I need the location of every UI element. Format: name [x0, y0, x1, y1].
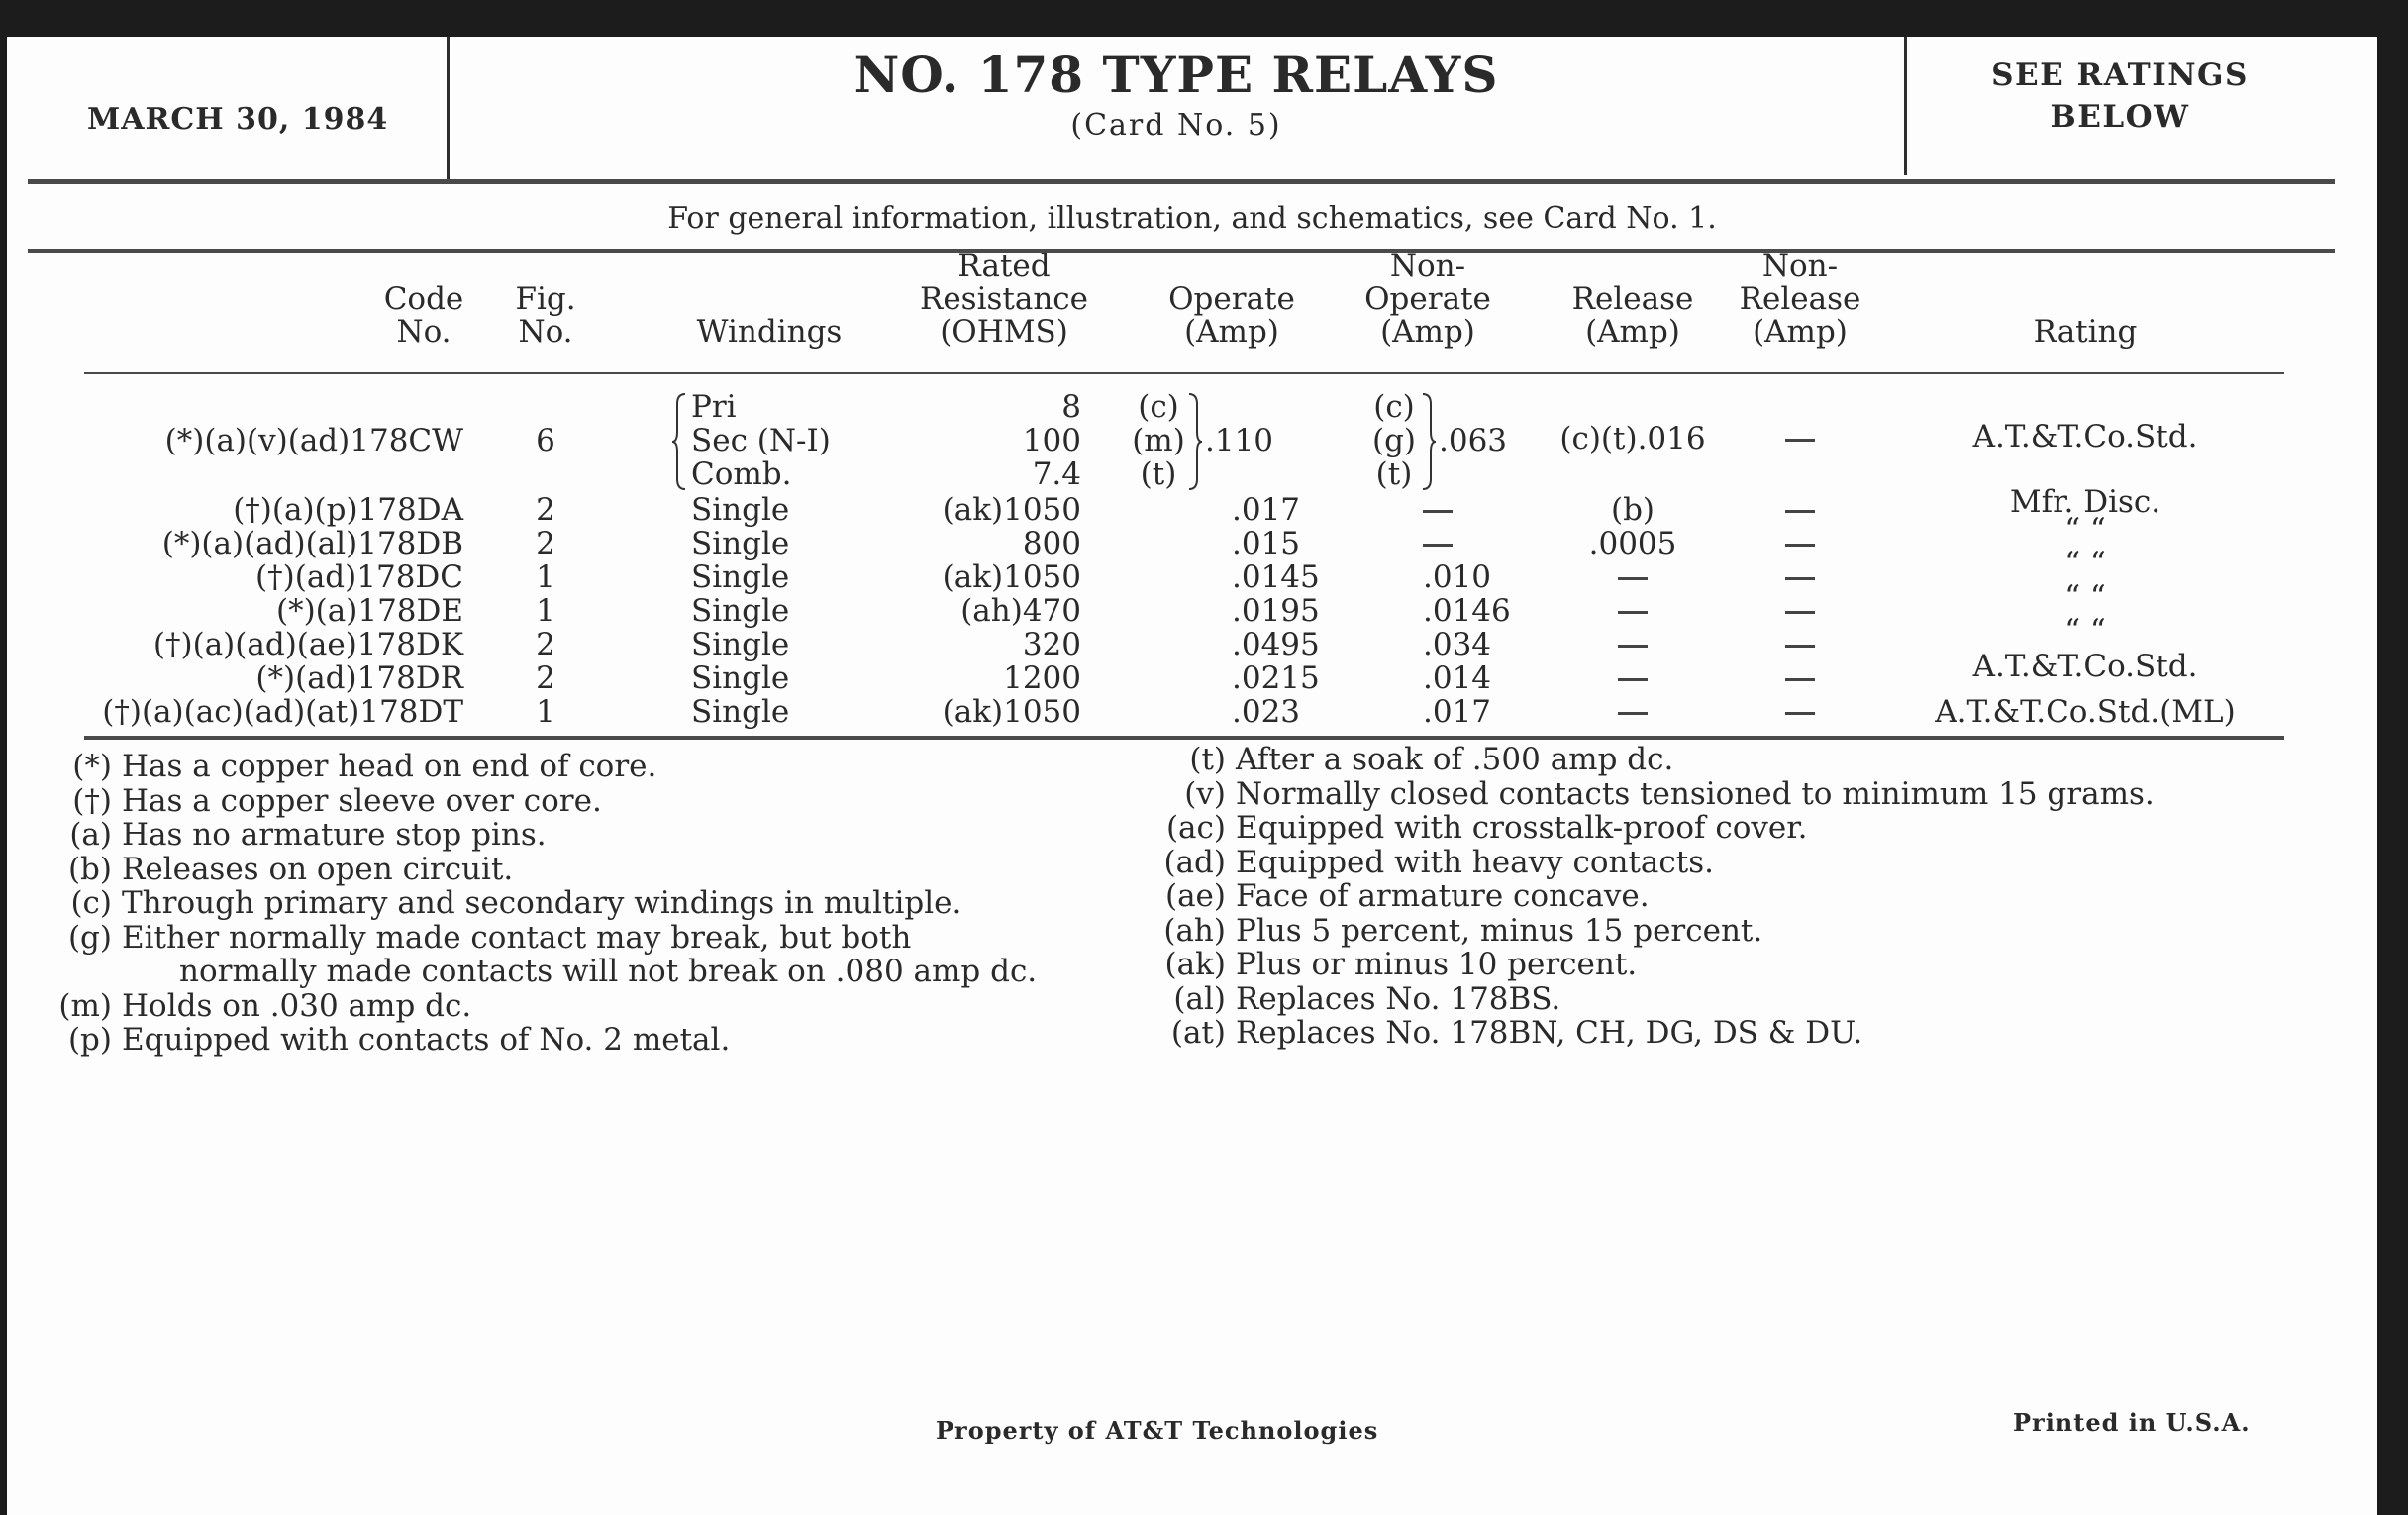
footnote-key: (ac)	[1165, 810, 1226, 846]
column-header-code: No.	[396, 314, 452, 350]
relay-data-card	[7, 37, 2377, 1515]
cell-windings: Sec (N-I)	[691, 423, 831, 458]
column-header-rating: Rating	[2033, 314, 2138, 350]
cell-windings: Single	[691, 492, 790, 528]
cell-code: (†)(a)(ac)(ad)(at)178DT	[102, 694, 463, 730]
footnote-item	[29, 989, 471, 1024]
footnote-key: (b)	[67, 851, 112, 887]
column-header-non-operate: (Amp)	[1380, 314, 1475, 350]
cell-code: (†)(a)(p)178DA	[233, 492, 463, 528]
info-rule	[28, 249, 2335, 252]
cell-non-operate: .014	[1423, 660, 1492, 696]
ratings-note-line1: SEE RATINGS	[1991, 57, 2249, 93]
dash-icon	[1785, 577, 1815, 580]
footnote-key: (g)	[67, 919, 112, 956]
footnote-item	[29, 921, 911, 956]
dash-icon	[1785, 678, 1815, 681]
footnote-text: Plus or minus 10 percent.	[1236, 947, 1638, 982]
footnote-key: (at)	[1170, 1015, 1226, 1051]
footnote-text: Equipped with heavy contacts.	[1236, 844, 1714, 880]
cell-rating: “ “	[2064, 512, 2106, 548]
footnote-item	[29, 750, 656, 784]
dash-icon	[1785, 611, 1815, 614]
column-header-resistance: (OHMS)	[940, 314, 1068, 350]
cell-resistance: 320	[1022, 627, 1081, 662]
footnote-item	[1136, 982, 1560, 1017]
cell-fig: 1	[536, 559, 555, 595]
footnote-key: (ak)	[1164, 947, 1226, 982]
column-header-operate: (Amp)	[1184, 314, 1279, 350]
cell-fig: 2	[536, 660, 555, 696]
cell-windings: Single	[691, 694, 790, 730]
cell-fig: 1	[536, 694, 555, 730]
column-header-release: (Amp)	[1585, 314, 1680, 350]
footnote-item	[1136, 811, 1808, 846]
footnote-key: (ae)	[1164, 878, 1226, 914]
cell-release: .0005	[1588, 526, 1677, 561]
footnote-item	[29, 853, 513, 887]
cell-operate: .015	[1232, 526, 1301, 561]
footnote-text: Has no armature stop pins.	[122, 817, 547, 853]
table-header-rule	[84, 372, 2284, 374]
title-block	[449, 45, 1904, 146]
footnote-text: Holds on .030 amp dc.	[122, 987, 472, 1024]
footnote-key: (ad)	[1163, 844, 1226, 880]
cell-windings: Single	[691, 559, 790, 595]
column-header-operate: Operate	[1168, 281, 1295, 317]
footnote-item	[29, 784, 602, 819]
cell-code: (*)(ad)178DR	[255, 660, 463, 696]
card-number: (Card No. 5)	[1070, 108, 1282, 143]
dash-icon	[1785, 439, 1815, 442]
cell-resistance: 7.4	[1032, 456, 1081, 492]
footnote-item	[1136, 777, 2155, 812]
footnote-text: Releases on open circuit.	[122, 851, 514, 887]
footnote-key: (ah)	[1163, 912, 1226, 949]
dash-icon	[1785, 645, 1815, 648]
cell-non-operate: .010	[1423, 559, 1492, 595]
operate-note: (c)	[1138, 389, 1179, 425]
cell-fig: 2	[536, 526, 555, 561]
cell-operate: .0215	[1232, 660, 1320, 696]
cell-windings: Single	[691, 593, 790, 629]
cell-code: (*)(a)(ad)(al)178DB	[161, 526, 463, 561]
printed-in-notice: Printed in U.S.A.	[2013, 1408, 2251, 1437]
footnote-item	[29, 818, 547, 853]
cell-code: (†)(ad)178DC	[255, 559, 463, 595]
column-header-non-release: (Amp)	[1753, 314, 1848, 350]
general-info-note: For general information, illustration, and schematics, see Card No. 1.	[667, 201, 1717, 236]
cell-windings: Pri	[691, 389, 737, 425]
column-header-windings: Windings	[696, 314, 843, 350]
cell-rating: A.T.&T.Co.Std.	[1972, 649, 2198, 684]
property-notice: Property of AT&T Technologies	[936, 1416, 1379, 1445]
dash-icon	[1785, 510, 1815, 513]
cell-resistance: 1200	[1003, 660, 1081, 696]
cell-rating: “ “	[2064, 579, 2106, 615]
ratings-note-line2: BELOW	[2050, 99, 2190, 135]
footnote-text: Through primary and secondary windings in multiple.	[122, 885, 962, 921]
cell-operate: .110	[1205, 423, 1274, 458]
column-header-resistance: Rated	[957, 249, 1051, 284]
footnote-key: (al)	[1173, 980, 1226, 1017]
footnote-text: After a soak of .500 amp dc.	[1236, 742, 1674, 777]
cell-operate: .0495	[1232, 627, 1320, 662]
footnote-key: (†)	[72, 782, 112, 819]
footnote-text: Has a copper sleeve over core.	[122, 782, 602, 819]
cell-windings: Single	[691, 660, 790, 696]
cell-resistance: 8	[1061, 389, 1081, 425]
cell-code: (†)(a)(ad)(ae)178DK	[152, 627, 463, 662]
column-header-non-release: Release	[1739, 281, 1861, 317]
footnote-item	[29, 886, 961, 921]
page-title: NO. 178 TYPE RELAYS	[853, 46, 1499, 104]
cell-operate: .017	[1232, 492, 1301, 528]
footnote-item	[1136, 914, 1762, 949]
cell-code: (*)(a)(v)(ad)178CW	[164, 423, 463, 458]
cell-release: (c)(t).016	[1559, 421, 1706, 456]
cell-operate: .023	[1232, 694, 1301, 730]
cell-resistance: (ak)1050	[942, 694, 1081, 730]
cell-release: (b)	[1610, 492, 1656, 528]
footnote-text: Plus 5 percent, minus 15 percent.	[1236, 912, 1763, 949]
footnote-key: (*)	[72, 749, 112, 784]
cell-fig: 2	[536, 627, 555, 662]
cell-windings: Single	[691, 526, 790, 561]
footnote-text: Equipped with contacts of No. 2 metal.	[122, 1022, 731, 1058]
cell-non-operate: .0146	[1423, 593, 1511, 629]
cell-rating: “ “	[2064, 546, 2106, 581]
footnote-key: (v)	[1184, 775, 1226, 812]
column-header-fig: No.	[518, 314, 573, 350]
footnote-text: Either normally made contact may break, but both	[122, 919, 912, 956]
footnote-key: (p)	[67, 1022, 112, 1058]
footnote-text: Replaces No. 178BN, CH, DG, DS & DU.	[1236, 1015, 1863, 1051]
cell-non-operate: .017	[1423, 694, 1492, 730]
cell-operate: .0145	[1232, 559, 1320, 595]
dash-icon	[1785, 544, 1815, 547]
cell-resistance: 800	[1022, 526, 1081, 561]
footnote-item	[1136, 1016, 1862, 1051]
footnote-text: Has a copper head on end of core.	[122, 749, 657, 784]
footnote-text: Normally closed contacts tensioned to minimum 15 grams.	[1236, 775, 2155, 812]
cell-resistance: 100	[1022, 423, 1081, 458]
cell-resistance: (ak)1050	[942, 492, 1081, 528]
operate-note: (t)	[1140, 456, 1177, 492]
column-header-non-operate: Operate	[1364, 281, 1491, 317]
table-bottom-rule	[84, 736, 2284, 740]
footnote-item	[1136, 879, 1650, 914]
column-header-non-release: Non-	[1761, 249, 1839, 284]
column-header-non-operate: Non-	[1389, 249, 1466, 284]
cell-resistance: (ak)1050	[942, 559, 1081, 595]
cell-fig: 6	[536, 423, 555, 458]
footnote-item	[1136, 743, 1673, 777]
cell-rating: A.T.&T.Co.Std.	[1972, 419, 2198, 454]
footnote-key: (t)	[1189, 742, 1226, 777]
column-header-fig: Fig.	[515, 281, 576, 317]
right-brace-icon	[1187, 392, 1203, 495]
non-operate-note: (c)	[1373, 389, 1415, 425]
cell-rating: Mfr. Disc.	[2009, 484, 2161, 520]
header-rule	[28, 179, 2335, 184]
footnote-key: (c)	[70, 885, 112, 921]
header-divider-right	[1904, 37, 1907, 175]
ratings-note	[1908, 54, 2332, 138]
cell-non-operate: .034	[1423, 627, 1492, 662]
footnote-key: (m)	[58, 987, 112, 1024]
column-header-code: Code	[383, 281, 464, 317]
cell-code: (*)(a)178DE	[275, 593, 463, 629]
cell-operate: .0195	[1232, 593, 1320, 629]
column-header-resistance: Resistance	[919, 281, 1089, 317]
footnote-continuation: normally made contacts will not break on .080 amp dc.	[179, 954, 1038, 989]
cell-windings: Single	[691, 627, 790, 662]
footnote-text: Face of armature concave.	[1236, 878, 1650, 914]
non-operate-note: (g)	[1371, 423, 1417, 458]
footnote-item	[1136, 948, 1637, 982]
cell-resistance: (ah)470	[960, 593, 1081, 629]
card-date: MARCH 30, 1984	[87, 102, 389, 137]
footnote-key: (a)	[69, 817, 112, 853]
footnote-text: Equipped with crosstalk-proof cover.	[1236, 810, 1808, 846]
cell-fig: 2	[536, 492, 555, 528]
footnote-item	[1136, 846, 1714, 880]
dash-icon	[1785, 712, 1815, 715]
footnote-text: Replaces No. 178BS.	[1236, 980, 1561, 1017]
operate-note: (m)	[1132, 423, 1185, 458]
column-header-release: Release	[1571, 281, 1694, 317]
cell-windings: Comb.	[691, 456, 792, 492]
non-operate-note: (t)	[1375, 456, 1413, 492]
footnote-item	[29, 1023, 730, 1058]
cell-rating: A.T.&T.Co.Std.(ML)	[1935, 694, 2236, 730]
cell-rating: “ “	[2064, 613, 2106, 649]
cell-non-operate: .063	[1439, 423, 1508, 458]
cell-fig: 1	[536, 593, 555, 629]
